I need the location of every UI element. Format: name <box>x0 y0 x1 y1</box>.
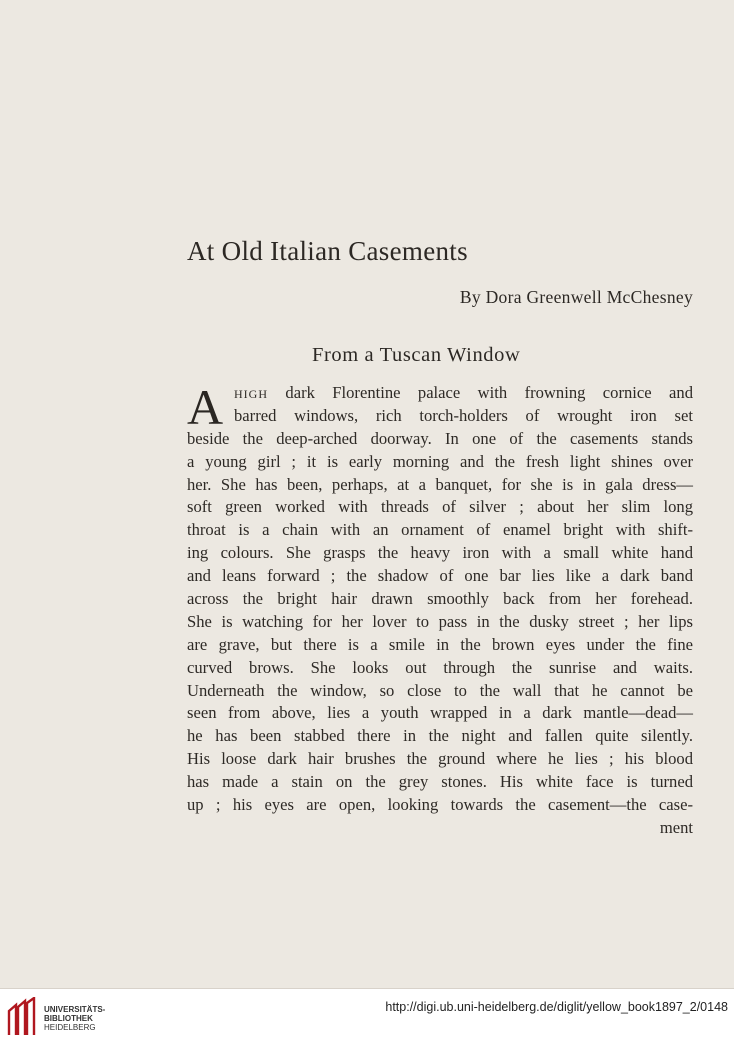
body-line: a young girl ; it is early morning and the fresh light shines over <box>187 451 693 471</box>
body-line: up ; his eyes are open, looking towards the casement—the case- <box>187 795 693 815</box>
body-line: beside the deep-arched doorway. In one of the casements stands <box>187 428 693 448</box>
body-line: he has been stabbed there in the night and fallen quite silently. <box>187 726 693 746</box>
body-line: She is watching for her lover to pass in the dusky street ; her lips <box>187 611 693 631</box>
body-line: across the bright hair drawn smoothly back from her forehead. <box>187 589 693 609</box>
permalink-url[interactable]: http://digi.ub.uni-heidelberg.de/diglit/yellow_book1897_2/0148 <box>385 1000 728 1014</box>
body-line: throat is a chain with an ornament of enamel bright with shift- <box>187 520 693 540</box>
article-body <box>187 379 693 840</box>
body-line: His loose dark hair brushes the ground where he lies ; his blood <box>187 749 693 769</box>
section-title: From a Tuscan Window <box>312 344 521 366</box>
body-line: soft green worked with threads of silver ; about her slim long <box>187 497 693 517</box>
library-name-line2: BIBLIOTHEK <box>44 1014 93 1023</box>
body-line: are grave, but there is a smile in the brown eyes under the fine <box>187 634 693 654</box>
library-name <box>44 1005 105 1032</box>
drop-cap: A <box>187 379 224 435</box>
body-line: barred windows, rich torch-holders of wrought iron set <box>234 405 693 425</box>
body-line: her. She has been, perhaps, at a banquet, for she is in gala dress— <box>187 474 693 494</box>
author-byline: By Dora Greenwell McChesney <box>459 287 693 307</box>
body-line: has made a stain on the grey stones. His white face is turned <box>187 772 693 792</box>
body-line: seen from above, lies a youth wrapped in a dark mantle—dead— <box>187 703 693 723</box>
body-line: and leans forward ; the shadow of one bar lies like a dark band <box>187 566 693 586</box>
library-logo-icon <box>6 997 40 1037</box>
body-line: Underneath the window, so close to the wall that he cannot be <box>187 680 693 700</box>
first-line-text: dark Florentine palace with frowning cornice and <box>268 383 693 402</box>
body-line: curved brows. She looks out through the sunrise and waits. <box>187 657 693 677</box>
library-name-line1: UNIVERSITÄTS- <box>44 1005 106 1014</box>
library-name-line3: HEIDELBERG <box>44 1023 96 1032</box>
catchword: ment <box>659 817 693 837</box>
small-caps-opening: high <box>234 383 268 402</box>
article-title: At Old Italian Casements <box>187 236 468 266</box>
body-line: ing colours. She grasps the heavy iron with a small white hand <box>187 543 693 563</box>
body-line <box>187 382 693 405</box>
footer-bar <box>0 988 734 1045</box>
